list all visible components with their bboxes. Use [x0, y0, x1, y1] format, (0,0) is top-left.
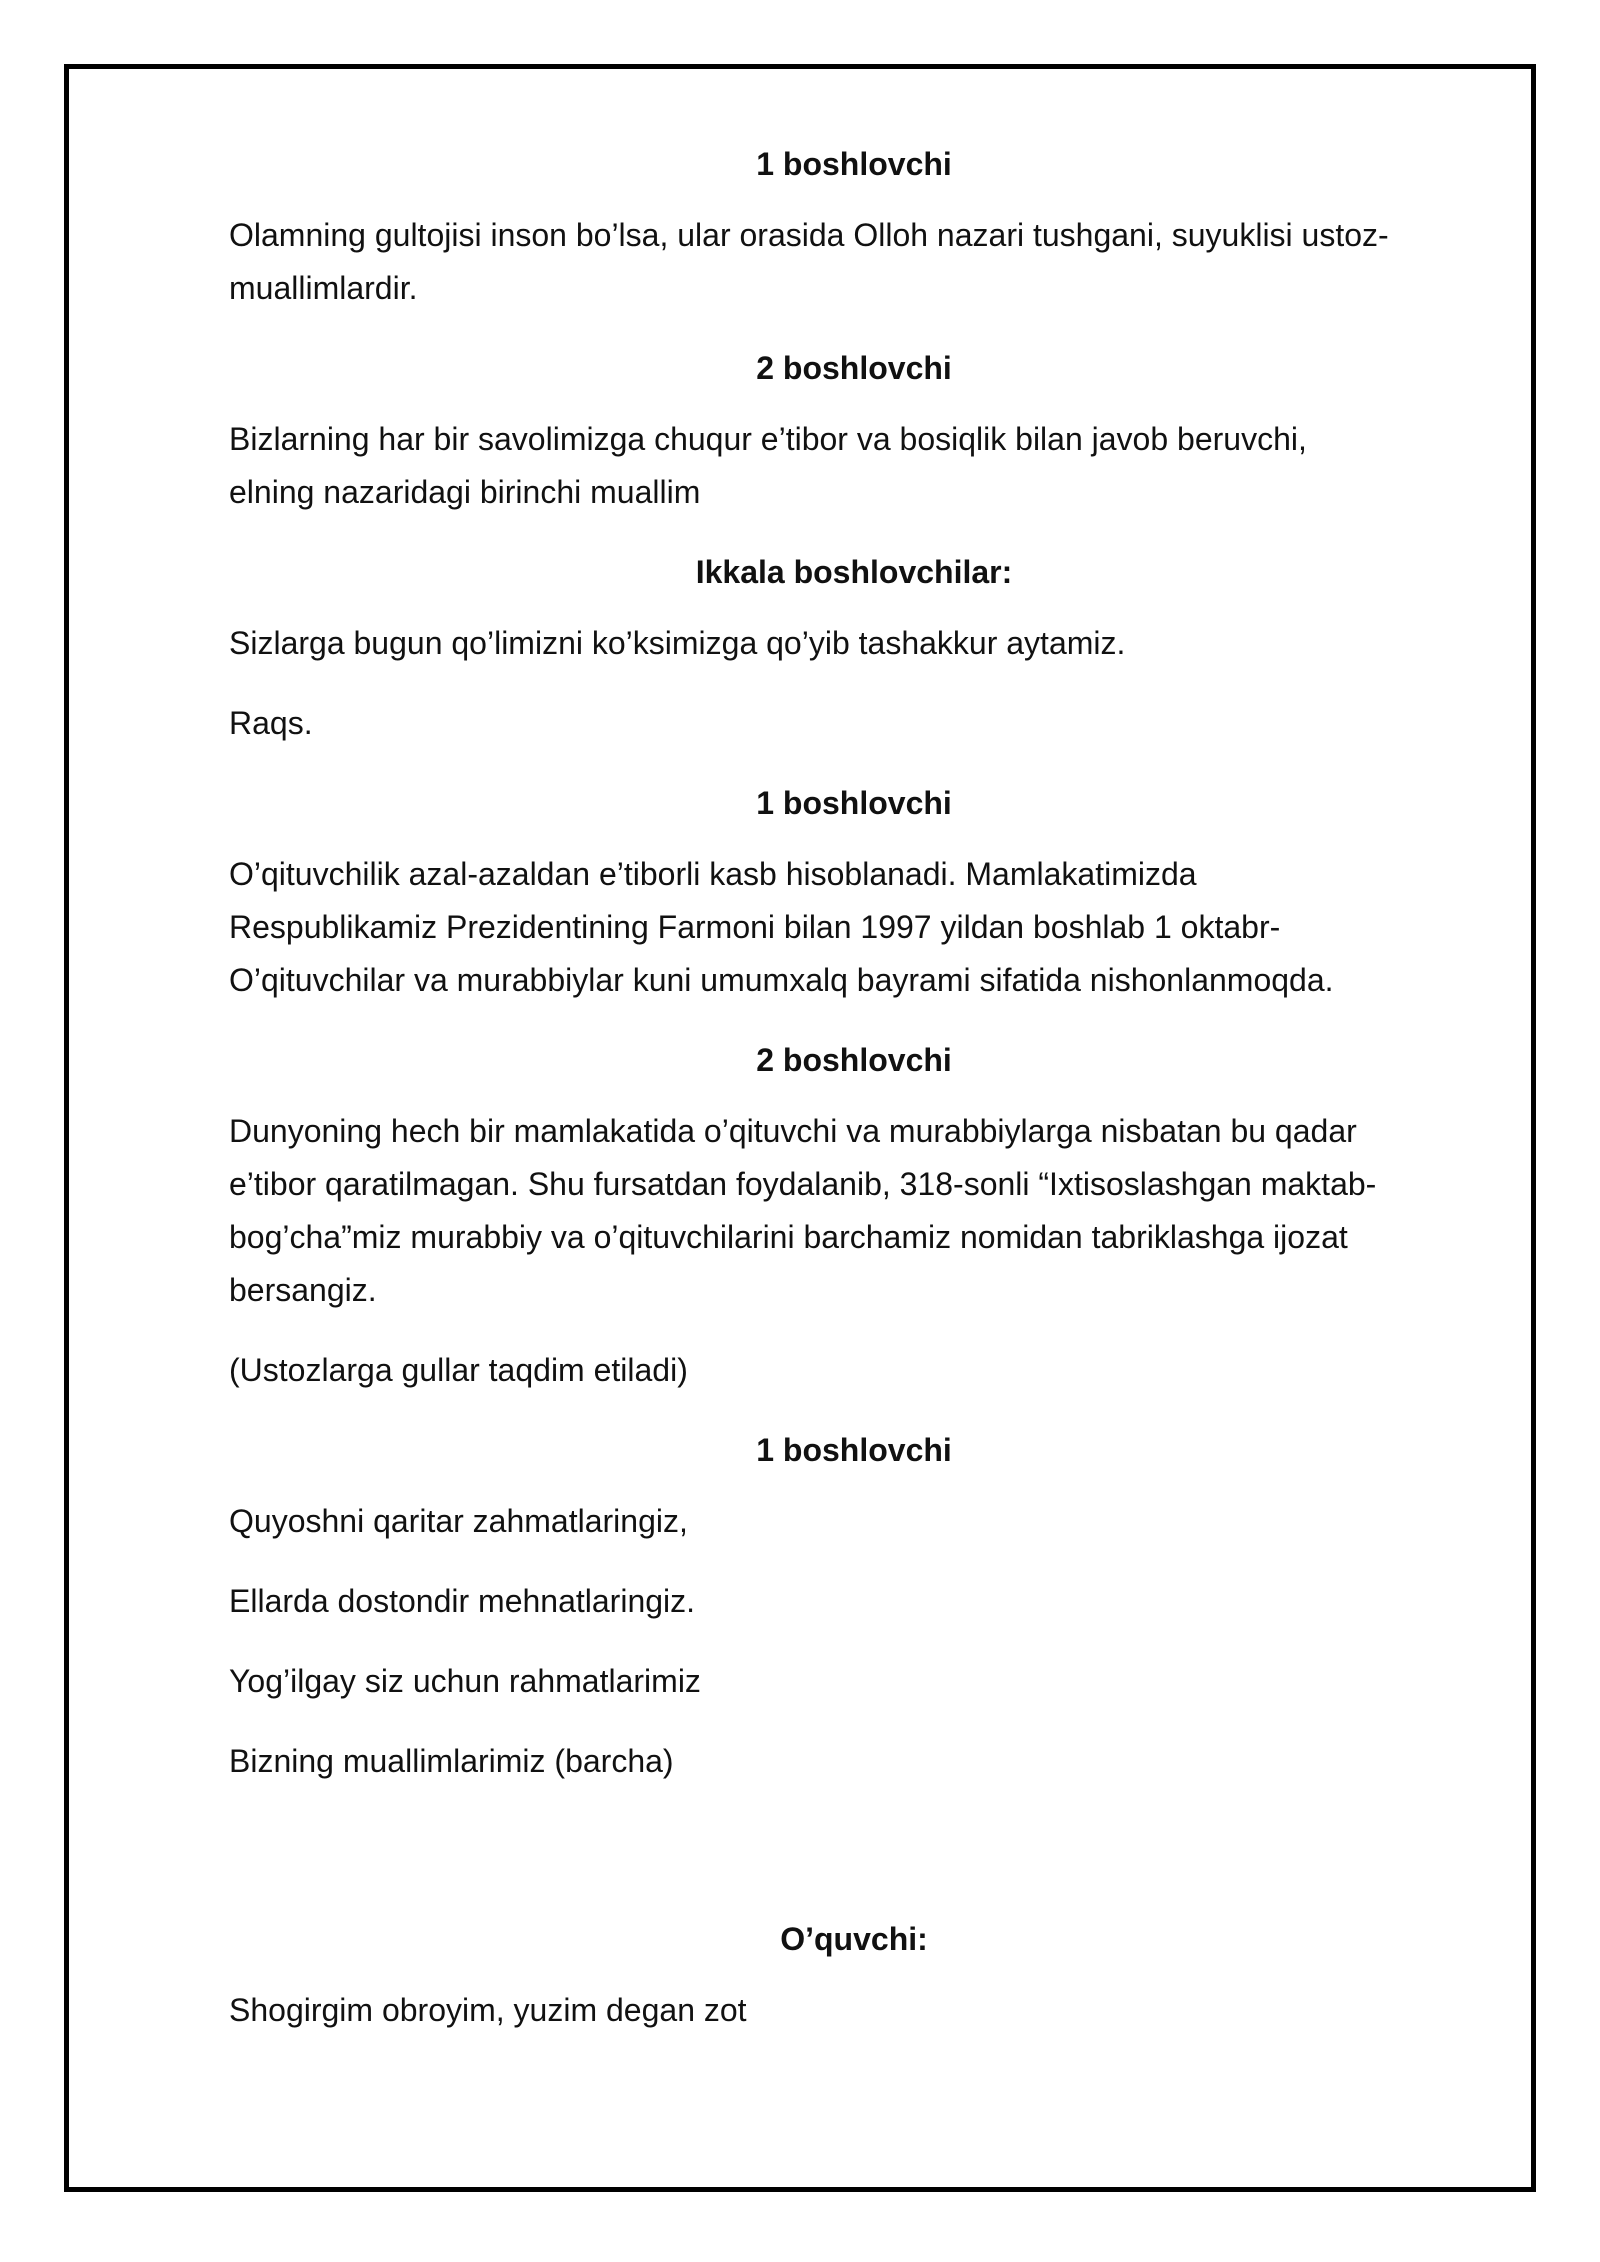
paragraph-line: Olamning gultojisi inson bo’lsa, ular orasida Olloh nazari tushgani, suyuklisi ustoz- [229, 217, 1389, 253]
paragraph-flowers: (Ustozlarga gullar taqdim etiladi) [229, 1352, 688, 1388]
poem-line-3: Yog’ilgay siz uchun rahmatlarimiz [229, 1663, 701, 1699]
speaker-heading-4: 2 boshlovchi [756, 1042, 952, 1078]
speaker-heading-3: 1 boshlovchi [756, 785, 952, 821]
paragraph-1 [229, 209, 1479, 315]
speaker-heading-2: 2 boshlovchi [756, 350, 952, 386]
paragraph-2 [229, 413, 1479, 519]
paragraph-line: Dunyoning hech bir mamlakatida o’qituvchi va murabbiylarga nisbatan bu qadar [229, 1113, 1357, 1149]
paragraph-5 [229, 848, 1479, 1007]
speaker-heading-both: Ikkala boshlovchilar: [695, 554, 1013, 590]
paragraph-6 [229, 1105, 1479, 1317]
paragraph-8: Shogirgim obroyim, yuzim degan zot [229, 1992, 747, 2028]
paragraph-line: e’tibor qaratilmagan. Shu fursatdan foydalanib, 318-sonli “Ixtisoslashgan maktab- [229, 1166, 1377, 1202]
paragraph-dance: Raqs. [229, 705, 313, 741]
poem-line-4: Bizning muallimlarimiz (barcha) [229, 1743, 674, 1779]
paragraph-line: bog’cha”miz murabbiy va o’qituvchilarini barchamiz nomidan tabriklashga ijozat [229, 1219, 1348, 1255]
poem-line-2: Ellarda dostondir mehnatlaringiz. [229, 1583, 696, 1619]
paragraph-line: O’qituvchilar va murabbiylar kuni umumxalq bayrami sifatida nishonlanmoqda. [229, 962, 1334, 998]
paragraph-line: Respublikamiz Prezidentining Farmoni bilan 1997 yildan boshlab 1 oktabr- [229, 909, 1281, 945]
speaker-heading-student: O’quvchi: [780, 1921, 928, 1957]
paragraph-line: bersangiz. [229, 1272, 377, 1308]
paragraph-line: muallimlardir. [229, 270, 418, 306]
document-body [229, 138, 1479, 2064]
poem-line-1: Quyoshni qaritar zahmatlaringiz, [229, 1503, 688, 1539]
paragraph-line: Bizlarning har bir savolimizga chuqur e’tibor va bosiqlik bilan javob beruvchi, [229, 421, 1307, 457]
paragraph-3: Sizlarga bugun qo’limizni ko’ksimizga qo’yib tashakkur aytamiz. [229, 625, 1126, 661]
blank-space [229, 1815, 1479, 1895]
paragraph-line: O’qituvchilik azal-azaldan e’tiborli kasb hisoblanadi. Mamlakatimizda [229, 856, 1197, 892]
speaker-heading-1: 1 boshlovchi [756, 146, 952, 182]
paragraph-line: elning nazaridagi birinchi muallim [229, 474, 701, 510]
speaker-heading-5: 1 boshlovchi [756, 1432, 952, 1468]
